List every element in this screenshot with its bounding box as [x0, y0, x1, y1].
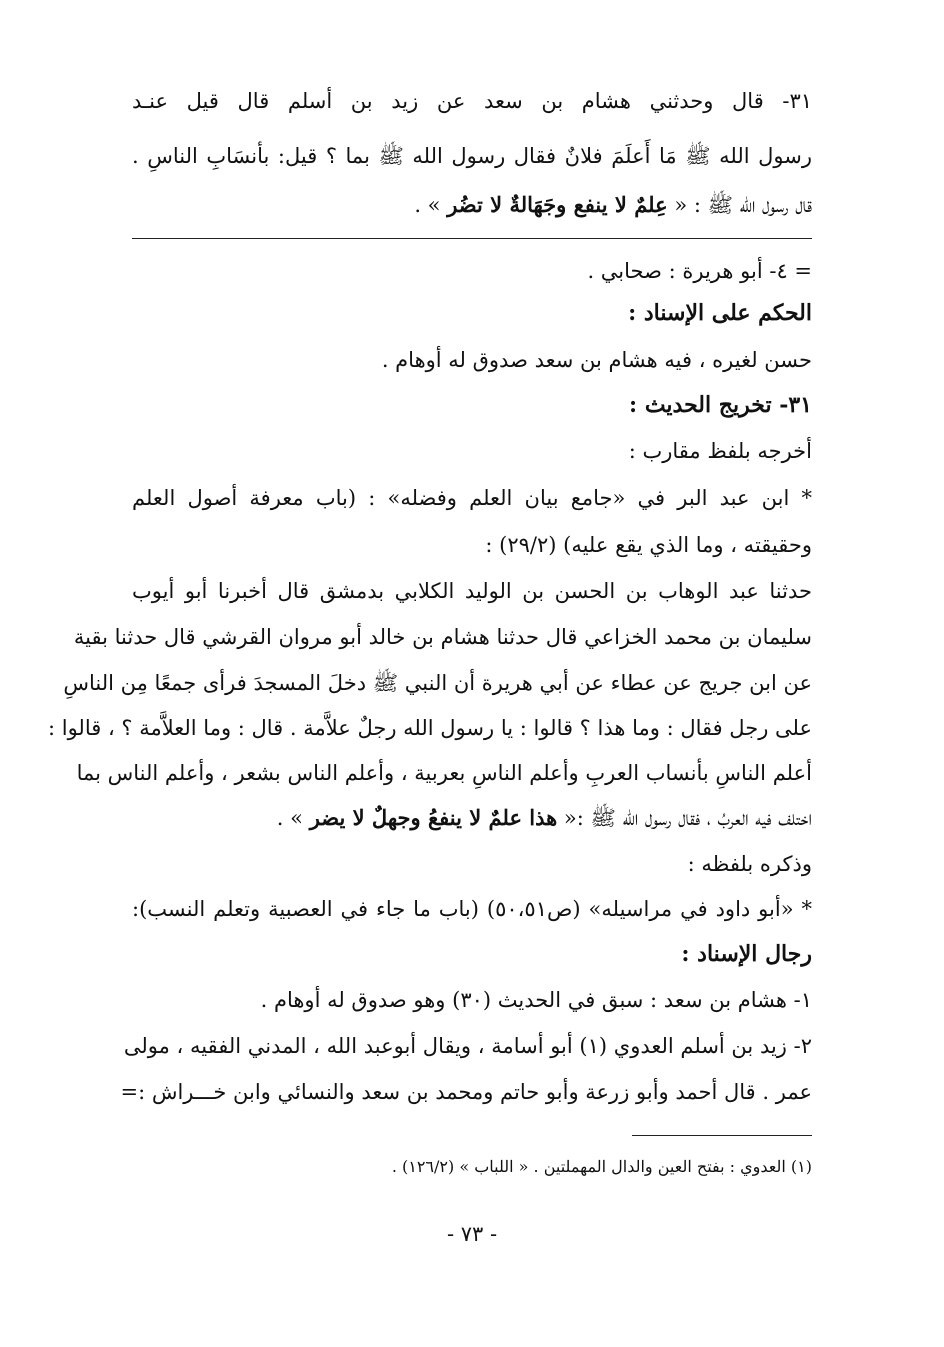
section-heading-ruling: الحكم على الإسناد : — [628, 300, 812, 326]
quote-intro: قال رسول الله ﷺ : « — [674, 193, 812, 217]
text-line-4: = ٤- أبو هريرة : صحابي . — [587, 259, 812, 283]
text-line-21: ٢- زيد بن أسلم العدوي (١) أبو أسامة ، ويقال أبوعبد الله ، المدني الفقيه ، مولى — [123, 1034, 812, 1058]
section-heading-takhrij: ٣١- تخريج الحديث : — [629, 392, 812, 418]
text-line-3 — [132, 190, 812, 220]
hadith-quote: عِلمٌ لا ينفع وجَهَالةٌ لا تضُر — [447, 192, 668, 217]
text-line-12: سليمان بن محمد الخزاعي قال حدثنا هشام بن خالد أبو مروان القرشي قال حدثنا بقية — [73, 625, 812, 649]
text-line-9: * ابن عبد البر في «جامع بيان العلم وفضله» : (باب معرفة أصول العلم — [132, 486, 812, 510]
quote-close-2: » . — [276, 806, 303, 830]
quote-close: » . — [414, 193, 441, 217]
text-line-20: ١- هشام بن سعد : سبق في الحديث (٣٠) وهو صدوق له أوهام . — [260, 988, 812, 1012]
footnote-divider — [632, 1135, 812, 1136]
footnote: (١) العدوي : بفتح العين والدال المهملتين . « اللباب » (١٢٦/٢) . — [391, 1157, 812, 1176]
text-line-18: * «أبو داود في مراسيله» (ص٥٠،٥١) (باب ما جاء في العصبية وتعلم النسب): — [132, 897, 812, 921]
text-line-10: وحقيقته ، وما الذي يقع عليه) (٢٩/٢) : — [485, 533, 812, 557]
text-line-17: وذكره بلفظه : — [687, 852, 812, 876]
text-line-8: أخرجه بلفظ مقارب : — [628, 439, 812, 463]
hadith-quote-2: هذا علمٌ لا ينفعُ وجهلٌ لا يضر — [309, 805, 558, 830]
quote-intro-2: اختلف فيه العربُ ، فقال رسول الله ﷺ :« — [563, 806, 812, 830]
page-number: - ٧٣ - — [446, 1222, 498, 1246]
text-line-15: أعلم الناسِ بأنساب العربِ وأعلم الناسِ بعربية ، وأعلم الناس بشعر ، وأعلم الناس بما — [76, 761, 812, 785]
divider-top — [132, 238, 812, 239]
text-line-16 — [132, 803, 812, 833]
text-line-22: عمر . قال أحمد وأبو زرعة وأبو حاتم ومحمد بن سعد والنسائي وابن خـــراش := — [120, 1080, 812, 1104]
text-line-14: على رجل فقال : وما هذا ؟ قالوا : يا رسول الله رجلٌ علاَّمة . قال : وما العلاَّمة ؟ ، قالوا : — [48, 716, 812, 740]
text-line-1: ٣١- قال وحدثني هشام بن سعد عن زيد بن أسلم قال قيل عنـد — [132, 89, 812, 113]
text-line-2: رسول الله ﷺ مَا أَعلَمَ فلانٌ فقال رسول الله ﷺ بما ؟ قيل: بأنسَابِ الناسِ . — [132, 144, 812, 168]
text-line-11: حدثنا عبد الوهاب بن الحسن بن الوليد الكلابي بدمشق قال أخبرنا أبو أيوب — [132, 579, 812, 603]
text-line-13: عن ابن جريج عن عطاء عن أبي هريرة أن النبي ﷺ دخلَ المسجدَ فرأى جمعًا مِن الناسِ — [63, 671, 812, 695]
section-heading-narrators: رجال الإسناد : — [681, 941, 812, 967]
text-line-6: حسن لغيره ، فيه هشام بن سعد صدوق له أوهام . — [381, 348, 812, 372]
